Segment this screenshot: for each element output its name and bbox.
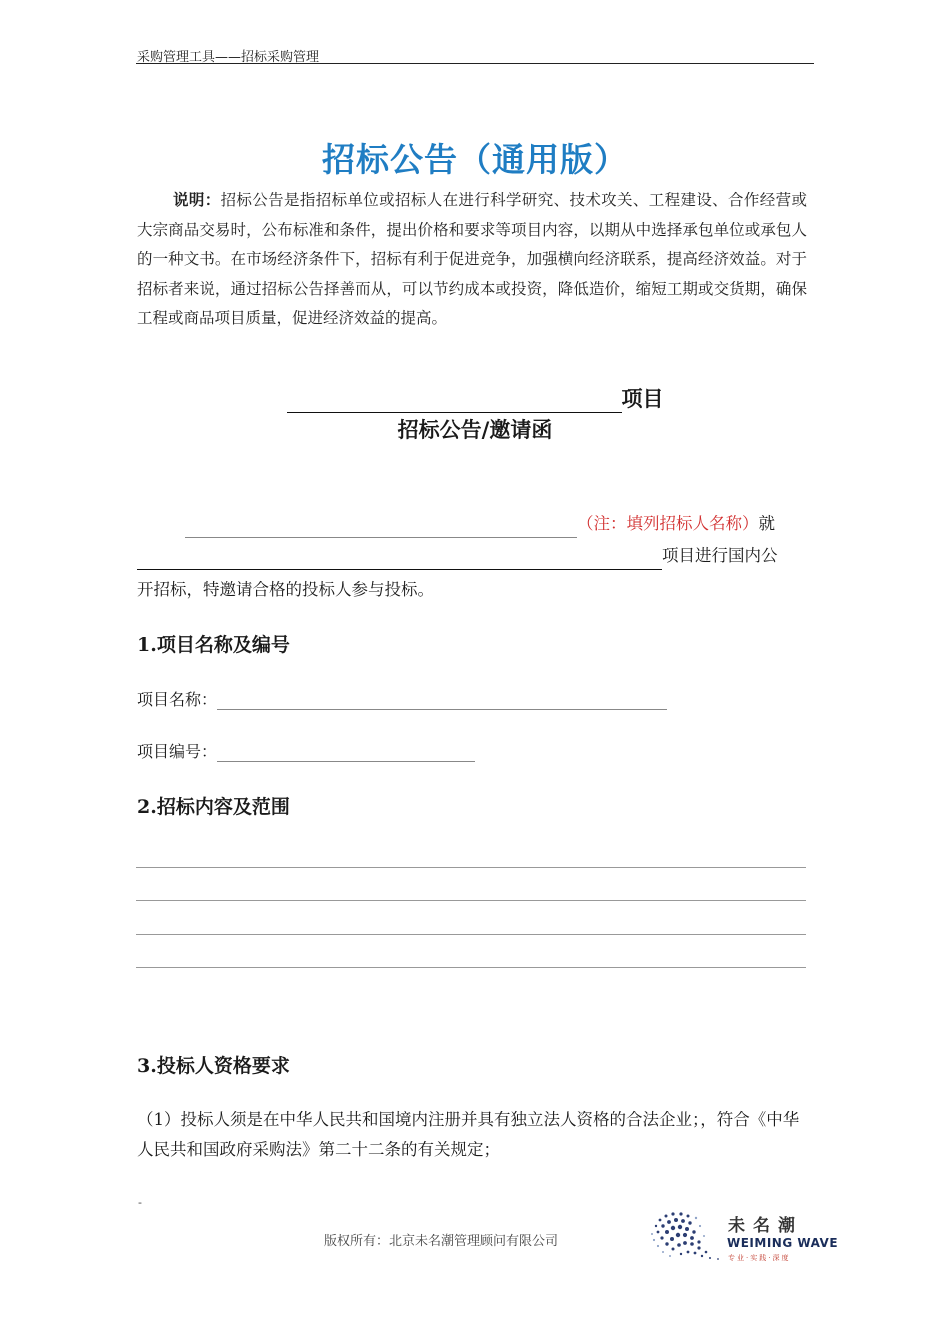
intro-project-blank[interactable] [137, 547, 662, 570]
project-heading [0, 383, 950, 413]
section-3-title: 3.投标人资格要求 [137, 1055, 290, 1077]
project-name-blank[interactable] [287, 388, 622, 413]
scope-line-1[interactable] [136, 867, 806, 868]
intro-line-1 [185, 510, 810, 538]
intro-line2-suffix: 项目进行国内公 [662, 546, 778, 565]
scope-line-3[interactable] [136, 934, 806, 935]
document-title: 招标公告（通用版） [322, 140, 628, 179]
footer-dash: - [138, 1196, 142, 1209]
project-name-row [137, 687, 667, 710]
project-heading-suffix: 项目 [621, 387, 664, 411]
scope-line-4[interactable] [136, 967, 806, 968]
requirement-item-1: （1）投标人须是在中华人民共和国境内注册并具有独立法人资格的合法企业；，符合《中华人民共和国政府采购法》第二十二条的有关规定； [137, 1110, 800, 1159]
page-header: 采购管理工具——招标采购管理 [137, 50, 320, 65]
section-2-title: 2.招标内容及范围 [137, 796, 290, 818]
project-code-row [137, 739, 475, 762]
footer-copyright: 版权所有：北京未名潮管理顾问有限公司 [323, 1234, 558, 1249]
logo-chinese-name: 未名潮 [728, 1216, 803, 1236]
logo-tagline: 专业·实践·深度 [728, 1254, 791, 1262]
explanation-label: 说明： [173, 190, 221, 209]
project-name-label: 项目名称： [137, 690, 218, 709]
section-1-title: 1.项目名称及编号 [137, 634, 290, 656]
project-code-label: 项目编号： [137, 742, 218, 761]
explanation-paragraph [137, 185, 807, 334]
tenderer-note: （注：填列招标人名称） [577, 514, 759, 533]
explanation-body: 招标公告是指招标单位或招标人在进行科学研究、技术攻关、工程建设、合作经营或大宗商品交易时，公布标准和条件，提出价格和要求等项目内容，以期从中选择承包单位或承包人的一种文书。在市场经济条件下，招标有利于促进竞争，加强横向经济联系，提高经济效益。对于招标者来说，通过招标公告择善而从，可以节约成本或投资，降低造价，缩短工期或交货期，确保工程或商品项目质量，促进经济效益的提高。 [137, 191, 807, 327]
logo-english-name: WEIMING WAVE [727, 1236, 839, 1250]
intro-after-note: 就 [758, 514, 775, 533]
project-code-field[interactable] [217, 741, 475, 762]
project-name-field[interactable] [217, 689, 667, 710]
scope-line-2[interactable] [136, 900, 806, 901]
intro-line-3: 开招标，特邀请合格的投标人参与投标。 [137, 580, 434, 599]
intro-line-2 [137, 542, 778, 570]
tenderer-name-blank[interactable] [185, 515, 577, 538]
project-subtitle: 招标公告/邀请函 [397, 418, 553, 442]
header-rule [136, 63, 814, 64]
